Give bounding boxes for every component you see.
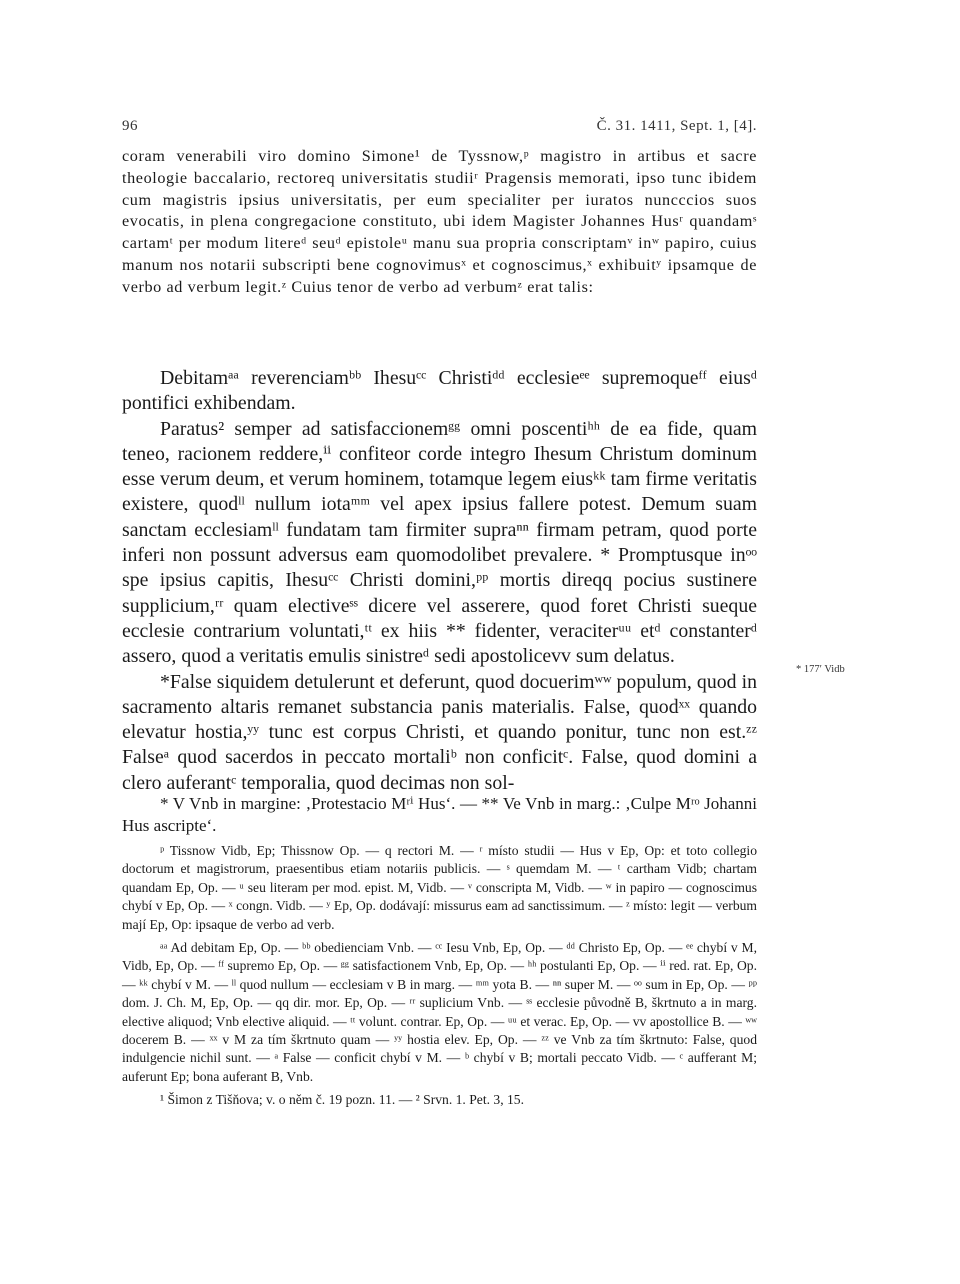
footnotes <box>122 793 757 1110</box>
letter-paragraph: Debitamᵃᵃ reverenciamᵇᵇ Ihesuᶜᶜ Christiᵈᵈ ecclesieᵉᵉ supremoqueᶠᶠ eiusᵈ pontifici exhibendam. <box>122 367 757 415</box>
letter-text <box>122 366 757 796</box>
page-number: 96 <box>122 118 138 134</box>
intro-text <box>122 146 757 299</box>
page-header <box>122 118 757 138</box>
letter-paragraph: *False siquidem detulerunt et deferunt, quod docuerimʷʷ populum, quod in sacramento altaris remanet substancia panis materialis. False, quodˣˣ quando elevatur hostia,ʸʸ tunc est corpus Christi, et quando ponitur, tunc non est.ᶻᶻ Falseᵃ quod sacerdos in peccato mortaliᵇ non conficitᶜ. False, quod domini a clero auferantᶜ temporalia, quod decimas non sol- <box>122 670 757 794</box>
margin-folio-note: * 177′ Vidb <box>796 664 845 675</box>
footnote-marginal: * V Vnb in margine: ‚Protestacio Mʳⁱ Hus‘. — ** Ve Vnb in marg.: ‚Culpe Mʳᵒ Johanni Hus ascripte‘. <box>122 794 757 835</box>
footnote-variants-double-letters: ᵃᵃ Ad debitam Ep, Op. — ᵇᵇ obedienciam Vnb. — ᶜᶜ Iesu Vnb, Ep, Op. — ᵈᵈ Christo Ep, Op. — ᵉᵉ chybí v M, Vidb, Ep, Op. — ᶠᶠ supremo Ep, Op. — ᵍᵍ satisfactionem Vnb, Ep, Op. — ʰʰ postulanti Ep, Op. — ⁱⁱ red. rat. Ep, Op. — ᵏᵏ chybí v M. — ˡˡ quod nullum — ecclesiam v B in marg. — ᵐᵐ yota B. — ⁿⁿ super M. — ᵒᵒ sum in Ep, Op. — ᵖᵖ dom. J. Ch. M, Ep, Op. — qq dir. mor. Ep, Op. — ʳʳ suplicium Vnb. — ˢˢ ecclesie původně B, škrtnuto a in marg. elective aliquod; Vnb elective aliquid. — ᵗᵗ volunt. contrar. Ep, Op. — ᵘᵘ et verac. Ep, Op. — vv apostollice B. — ʷʷ docerem B. — ˣˣ v M za tím škrtnuto quam — ʸʸ hostia elev. Ep, Op. — ᶻᶻ ve Vnb za tím škrtnuto: False, quod indulgencie nichil sunt. — ᵃ False — conficit chybí v M. — ᵇ chybí v B; mortali peccato Vidb. — ᶜ aufferant M; auferunt Ep; bona auferant B, Vnb. <box>122 940 757 1084</box>
intro-paragraph: coram venerabili viro domino Simone¹ de Tyssnow,ᵖ magistro in artibus et sacre theologie baccalario, rectoreq universitatis studiiʳ Pragensis memorati, ipso tunc ibidem cum magistris ipsius universitatis, per eum specialiter per iuratos nuncccios suos evocatis, in plena congregacione constituto, ubi idem Magister Johannes Husʳ quandamˢ cartamᵗ per modum litereᵈ seuᵈ epistoleᵘ manu sua propria conscriptamᵛ inʷ papiro, cuius manum nos notarii subscripti bene cognovimusˣ et cognoscimus,ˣ exhibuitʸ ipsamque de verbo ad verbum legit.ᶻ Cuius tenor de verbo ad verbumᶻ erat talis: <box>122 147 757 296</box>
footnote-variants-letters: ᵖ Tissnow Vidb, Ep; Thissnow Op. — q rectori M. — ʳ místo studii — Hus v Ep, Op: et toto collegio doctorum et magistrorum, praesentibus etiam notariis publicis. — ˢ quemdam M. — ᵗ cartham Vidb; chartam quandam Ep, Op. — ᵘ seu literam per mod. epist. M, Vidb. — ᵛ conscripta M, Vidb. — ʷ in papiro — cognoscimus chybí v Ep, Op. — ˣ congn. Vidb. — ʸ Ep, Op. dodávají: missurus eam ad sanctissimum. — ᶻ místo: legit — verbum mají Ep, Op: ipsaque de verbo ad verb. <box>122 843 757 932</box>
footnote-numbered: ¹ Šimon z Tišňova; v. o něm č. 19 pozn. 11. — ² Srvn. 1. Pet. 3, 15. <box>160 1092 524 1108</box>
letter-paragraph: Paratus² semper ad satisfaccionemᵍᵍ omni poscentiʰʰ de ea fide, quam teneo, racionem reddere,ⁱⁱ confiteor corde integro Ihesum Christum dominum esse verum deum, et verum hominem, totamque legem eiusᵏᵏ tam firme veritatis existere, quodˡˡ nullum iotaᵐᵐ vel apex ipsius fallere potest. Demum suam sanctam ecclesiamˡˡ fundatam tam firmiter supraⁿⁿ firmam petram, quod porte inferi non possunt adversus eam quomodolibet prevalere. * Promptusque inᵒᵒ spe ipsius capitis, Ihesuᶜᶜ Christi domini,ᵖᵖ mortis direqq pocius sustinere supplicium,ʳʳ quam electiveˢˢ dicere vel asserere, quod foret Christi sueque ecclesie contrarium voluntati,ᵗᵗ ex hiis ** fidenter, veraciterᵘᵘ etᵈ constanterᵈ assero, quod a veritatis emulis sinistreᵈ sedi apostolicevv sum delatus. <box>122 417 757 668</box>
running-title: Č. 31. 1411, Sept. 1, [4]. <box>596 118 757 134</box>
